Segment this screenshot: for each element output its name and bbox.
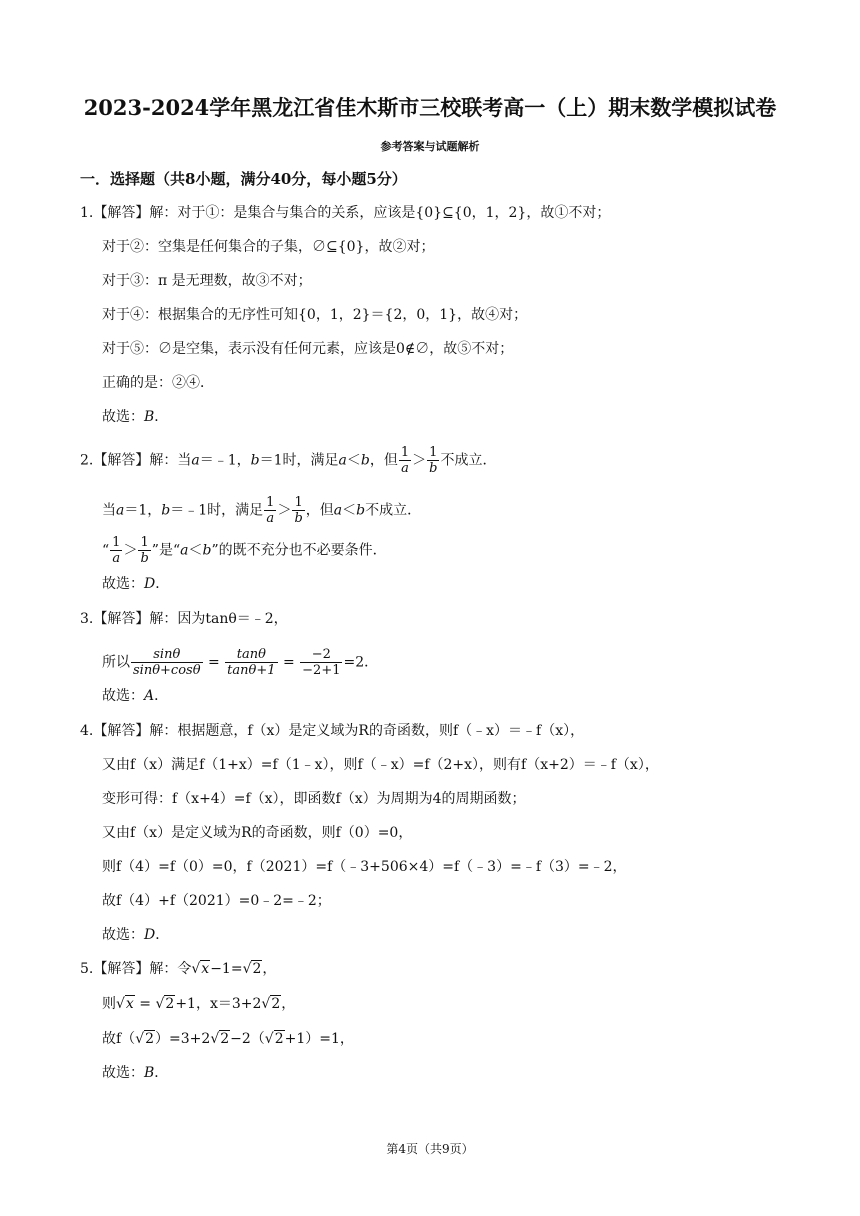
q4-line-3: 变形可得：f（x+4）=f（x），即函数f（x）为周期为4的周期函数； bbox=[102, 791, 526, 807]
fraction: $\frac{1}{b}$ bbox=[294, 495, 303, 526]
fraction: $\frac{1}{b}$ bbox=[140, 535, 149, 566]
section-heading: 一．选择题（共8小题，满分40分，每小题5分） bbox=[80, 170, 407, 188]
q2-answer: 故选：D． bbox=[102, 576, 170, 592]
q4-line-6: 故f（4）+f（2021）=0﹣2=﹣2； bbox=[102, 893, 331, 909]
page-title: 2023-2024学年黑龙江省佳木斯市三校联考高一（上）期末数学模拟试卷 bbox=[83, 95, 777, 120]
fraction: $\frac{\sin\theta}{\sin\theta+\cos\theta}$ bbox=[133, 647, 201, 678]
fraction: $\frac{1}{a}$ bbox=[112, 535, 121, 566]
q2-line-1: 2.【解答】解：当a＝﹣1，b＝1时，满足a＜b，但 $\frac{1}{a}$ ＞ $\frac{1}{b}$ 不成立． bbox=[80, 445, 497, 476]
q2-line-2: 当a＝1，b＝﹣1时，满足 $\frac{1}{a}$ ＞ $\frac{1}{b}$ ，但a＜b不成立． bbox=[102, 495, 422, 526]
q1-line-2: 对于②：空集是任何集合的子集，∅⊆{0}，故②对； bbox=[102, 239, 435, 255]
q1-line-4: 对于④：根据集合的无序性可知{0，1，2}＝{2，0，1}，故④对； bbox=[102, 307, 528, 323]
q5-answer: 故选：B． bbox=[102, 1065, 169, 1081]
q3-answer: 故选：A． bbox=[102, 688, 169, 704]
q4-line-1: 4.【解答】解：根据题意，f（x）是定义域为R的奇函数，则f（﹣x）＝﹣f（x）， bbox=[80, 723, 585, 739]
page-subtitle: 参考答案与试题解析 bbox=[380, 140, 480, 153]
q4-answer: 故选：D． bbox=[102, 927, 170, 943]
page-footer: 第4页（共9页） bbox=[386, 1142, 474, 1156]
q1-line-3: 对于③：π 是无理数，故③不对； bbox=[102, 273, 312, 289]
q2-line-3: “ $\frac{1}{a}$ ＞ $\frac{1}{b}$ ”是“a＜b”的既不充分也不必要条件． bbox=[102, 535, 387, 566]
q4-line-5: 则f（4）=f（0）=0，f（2021）=f（﹣3+506×4）=f（﹣3）=﹣f（3）=﹣2， bbox=[102, 859, 627, 875]
q4-line-4: 又由f（x）是定义域为R的奇函数，则f（0）=0， bbox=[102, 825, 413, 841]
q4-line-2: 又由f（x）满足f（1+x）=f（1﹣x），则f（﹣x）=f（2+x），则有f（x+2）＝﹣f（x）， bbox=[102, 757, 659, 773]
fraction: $\frac{1}{b}$ bbox=[429, 445, 438, 476]
q5-line-1: 5.【解答】解：令√x−1=√2， bbox=[80, 961, 277, 977]
fraction: $\frac{1}{a}$ bbox=[400, 445, 410, 476]
q1-line-6: 正确的是：②④． bbox=[102, 375, 214, 391]
q1-line-1: 1.【解答】解：对于①：是集合与集合的关系，应该是{0}⊆{0，1，2}，故①不对； bbox=[80, 205, 611, 221]
q1-line-5: 对于⑤：∅是空集，表示没有任何元素，应该是0∉∅，故⑤不对； bbox=[102, 341, 514, 357]
q5-line-2: 则√x = √2+1，x＝3+2√2， bbox=[102, 996, 296, 1012]
fraction: $\frac{1}{a}$ bbox=[266, 495, 275, 526]
fraction: $\frac{\tan\theta}{\tan\theta+1}$ bbox=[227, 647, 276, 678]
q1-answer: 故选：B． bbox=[102, 409, 169, 425]
q3-line-2: 所以 $\frac{\sin\theta}{\sin\theta+\cos\theta}$ = $\frac{\tan\theta}{\tan\theta+1}$ = $\frac{-2}{-2+1}$ =2． bbox=[102, 647, 379, 678]
q5-line-3: 故f（√2）=3+2√2−2（√2+1）=1， bbox=[102, 1031, 354, 1047]
fraction: $\frac{-2}{-2+1}$ bbox=[302, 647, 341, 678]
q3-line-1: 3.【解答】解：因为tanθ＝﹣2， bbox=[80, 611, 288, 627]
